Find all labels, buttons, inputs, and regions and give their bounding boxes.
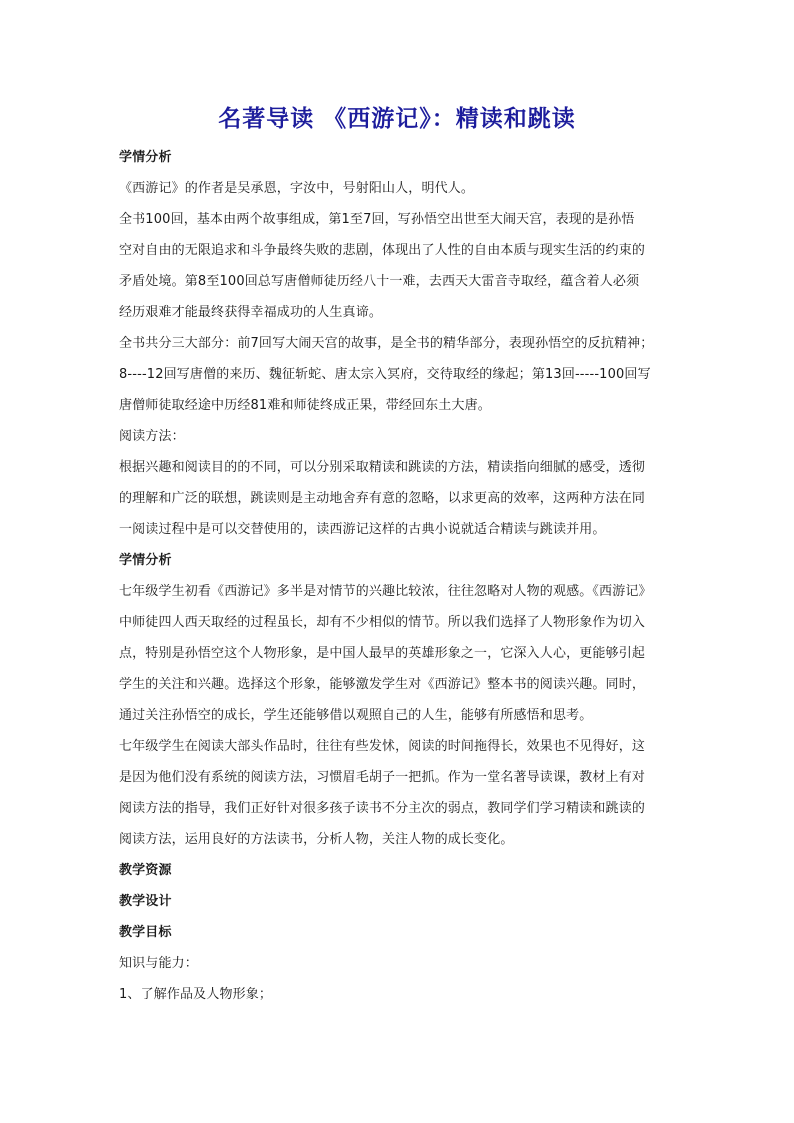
paragraph-habits-line-4: 阅读方法，运用良好的方法读书，分析人物，关注人物的成长变化。 [119,832,514,847]
paragraph-students-line-5: 通过关注孙悟空的成长，学生还能够借以观照自己的人生，能够有所感悟和思考。 [119,708,593,723]
section-heading-xueqing-1: 学情分析 [119,150,172,165]
paragraph-structure-line-1: 全书100回，基本由两个故事组成，第1至7回，写孙悟空出世至大闹天宫，表现的是孙悟 [119,212,635,227]
paragraph-method-line-2: 的理解和广泛的联想，跳读则是主动地舍弃有意的忽略，以求更高的效率，这两种方法在同 [119,491,646,506]
paragraph-method-line-1: 根据兴趣和阅读目的的不同，可以分别采取精读和跳读的方法，精读指向细腻的感受，透彻 [119,460,646,475]
paragraph-structure-line-3: 矛盾处境。第8至100回总写唐僧师徒历经八十一难，去西天大雷音寺取经，蕴含着人必须 [119,274,640,289]
paragraph-students-line-2: 中师徒四人西天取经的过程虽长，却有不少相似的情节。所以我们选择了人物形象作为切入 [119,615,646,630]
knowledge-ability-label: 知识与能力： [119,956,198,971]
section-heading-resources: 教学资源 [119,863,172,878]
paragraph-habits-line-3: 阅读方法的指导，我们正好针对很多孩子读书不分主次的弱点，教同学们学习精读和跳读的 [119,801,646,816]
paragraph-parts-line-3: 唐僧师徒取经途中历经81难和师徒终成正果，带经回东土大唐。 [119,398,491,413]
reading-method-label: 阅读方法： [119,429,185,444]
paragraph-students-line-3: 点，特别是孙悟空这个人物形象，是中国人最早的英雄形象之一，它深入人心，更能够引起 [119,646,646,661]
paragraph-structure-line-4: 经历艰难才能最终获得幸福成功的人生真谛。 [119,305,383,320]
paragraph-method-line-3: 一阅读过程中是可以交替使用的，读西游记这样的古典小说就适合精读与跳读并用。 [119,522,606,537]
section-heading-design: 教学设计 [119,894,172,909]
paragraph-students-line-1: 七年级学生初看《西游记》多半是对情节的兴趣比较浓，往往忽略对人物的观感。《西游记》 [119,584,652,599]
paragraph-students-line-4: 学生的关注和兴趣。选择这个形象，能够激发学生对《西游记》整本书的阅读兴趣。同时， [119,677,646,692]
paragraph-structure-line-2: 空对自由的无限追求和斗争最终失败的悲剧，体现出了人性的自由本质与现实生活的约束的 [119,243,646,258]
section-heading-xueqing-2: 学情分析 [119,553,172,568]
paragraph-parts-line-1: 全书共分三大部分：前7回写大闹天宫的故事，是全书的精华部分，表现孙悟空的反抗精神； [119,336,654,351]
objective-item-1: 1、了解作品及人物形象； [119,987,273,1002]
paragraph-habits-line-1: 七年级学生在阅读大部头作品时，往往有些发怵，阅读的时间拖得长，效果也不见得好，这 [119,739,646,754]
paragraph-habits-line-2: 是因为他们没有系统的阅读方法，习惯眉毛胡子一把抓。作为一堂名著导读课，教材上有对 [119,770,646,785]
paragraph-author: 《西游记》的作者是吴承恩，字汝中，号射阳山人，明代人。 [119,181,475,196]
document-body [119,142,679,1010]
section-heading-objectives: 教学目标 [119,925,172,940]
paragraph-parts-line-2: 8----12回写唐僧的来历、魏征斩蛇、唐太宗入冥府，交待取经的缘起；第13回-----100回写 [119,367,651,382]
document-title: 名著导读 《西游记》：精读和跳读 [218,106,576,132]
